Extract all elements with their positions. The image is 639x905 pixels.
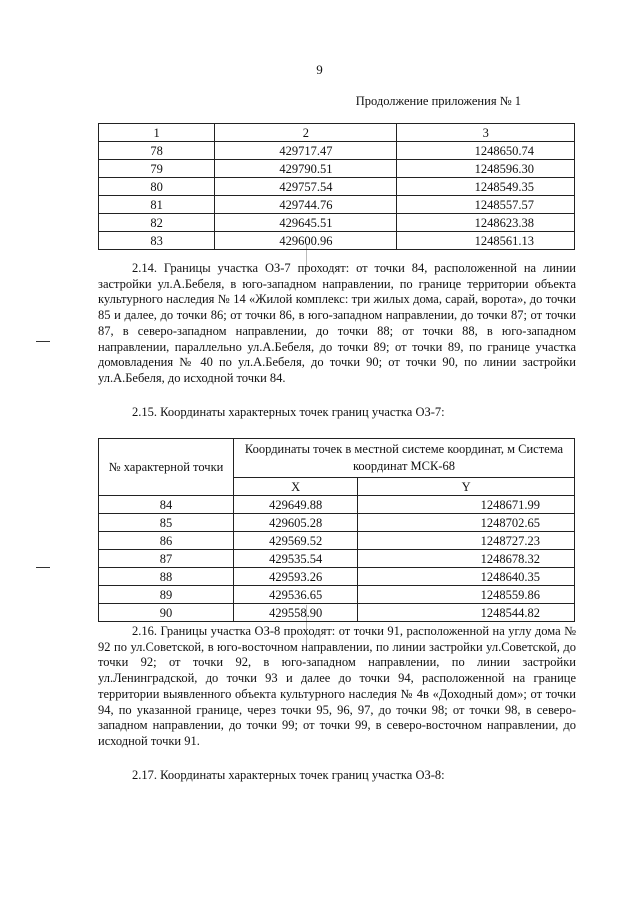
table-row [99,514,575,532]
coord-x: 429593.26 [234,568,358,586]
coord-y: 1248650.74 [397,142,575,160]
point-number: 84 [99,496,234,514]
appendix-continuation-note: Продолжение приложения № 1 [355,94,521,108]
point-number-header: № характерной точки [99,439,234,496]
coord-x: 429744.76 [215,196,397,214]
coord-x: 429757.54 [215,178,397,196]
coord-y: 1248559.86 [358,586,575,604]
paragraph-2-14 [98,261,576,387]
page-number: 9 [316,62,323,77]
table-row [99,532,575,550]
coordinates-group-header: Координаты точек в местной системе координат, м Система координат МСК-68 [234,439,575,478]
point-number: 80 [99,178,215,196]
table-row [99,586,575,604]
paragraph-2-16 [98,624,576,750]
margin-mark [36,567,50,568]
table-row [99,550,575,568]
column-header: 2 [215,124,397,142]
point-number: 86 [99,532,234,550]
point-number: 88 [99,568,234,586]
coord-x: 429569.52 [234,532,358,550]
coord-y: 1248549.35 [397,178,575,196]
table-row [99,232,575,250]
coord-y: 1248640.35 [358,568,575,586]
table-row [99,160,575,178]
coord-y: 1248544.82 [358,604,575,622]
point-number: 78 [99,142,215,160]
point-number: 82 [99,214,215,232]
coordinates-table-oz7 [98,438,575,622]
table-row [99,178,575,196]
coord-x: 429790.51 [215,160,397,178]
coord-y: 1248561.13 [397,232,575,250]
coord-x: 429645.51 [215,214,397,232]
table-row [99,214,575,232]
point-number: 87 [99,550,234,568]
point-number: 79 [99,160,215,178]
coord-x: 429717.47 [215,142,397,160]
point-number: 89 [99,586,234,604]
coord-y: 1248596.30 [397,160,575,178]
paragraph-2-17 [98,768,576,784]
y-header: Y [358,478,575,496]
coord-x: 429536.65 [234,586,358,604]
table-row [99,196,575,214]
table-row [99,604,575,622]
coord-y: 1248678.32 [358,550,575,568]
coord-y: 1248671.99 [358,496,575,514]
column-header: 3 [397,124,575,142]
margin-mark [36,341,50,342]
coord-x: 429649.88 [234,496,358,514]
paragraph-text: 2.15. Координаты характерных точек границ участка ОЗ-7: [132,405,445,419]
point-number: 83 [99,232,215,250]
table-row [99,496,575,514]
table-header-row [99,124,575,142]
coord-x: 429605.28 [234,514,358,532]
table-row [99,142,575,160]
table-row [99,568,575,586]
coord-y: 1248702.65 [358,514,575,532]
coordinates-table-oz6-continued [98,123,575,250]
paragraph-text: 2.16. Границы участка ОЗ-8 проходят: от точки 91, расположенной на углу дома № 92 по ул.Советской, в юго-восточном направлении, по линии застройки ул.Советской, до точки 92; от точки 92, в юго-западном направлении, по линии застройки ул.Ленинградской, до точки 93 и далее до точки 94, расположенной на границе территории выявленного объекта культурного наследия № 4в «Доходный дом»; от точки 94, по указанной границе, через точки 95, 96, 97, до точки 98; от точки 98, в северо-западном направлении, до точки 99; от точки 99, в северо-восточном направлении, до исходной точки 91. [98,624,576,748]
paragraph-text: 2.14. Границы участка ОЗ-7 проходят: от точки 84, расположенной на линии застройки ул.А.Бебеля, в юго-западном направлении, по границе территории объекта культурного наследия № 14 «Жилой комплекс: три жилых дома, сарай, ворота», до точки 85 и далее, до точки 86; от точки 86, в юго-западном направлении, до точки 87; от точки 87, в северо-западном направлении, до точки 88; от точки 88, в юго-западном направлении, параллельно ул.А.Бебеля, до точки 89; от точки 89, по границе участка домовладения № 40 по ул.А.Бебеля, до точки 90; от точки 90, по линии застройки ул.А.Бебеля, до исходной точки 84. [98,261,576,385]
coord-x: 429558.90 [234,604,358,622]
x-header: X [234,478,358,496]
point-number: 90 [99,604,234,622]
coord-y: 1248557.57 [397,196,575,214]
coord-y: 1248727.23 [358,532,575,550]
coord-y: 1248623.38 [397,214,575,232]
paragraph-2-15 [98,405,576,421]
paragraph-text: 2.17. Координаты характерных точек границ участка ОЗ-8: [132,768,445,782]
point-number: 81 [99,196,215,214]
table-header-row [99,439,575,478]
column-header: 1 [99,124,215,142]
point-number: 85 [99,514,234,532]
coord-x: 429600.96 [215,232,397,250]
coord-x: 429535.54 [234,550,358,568]
